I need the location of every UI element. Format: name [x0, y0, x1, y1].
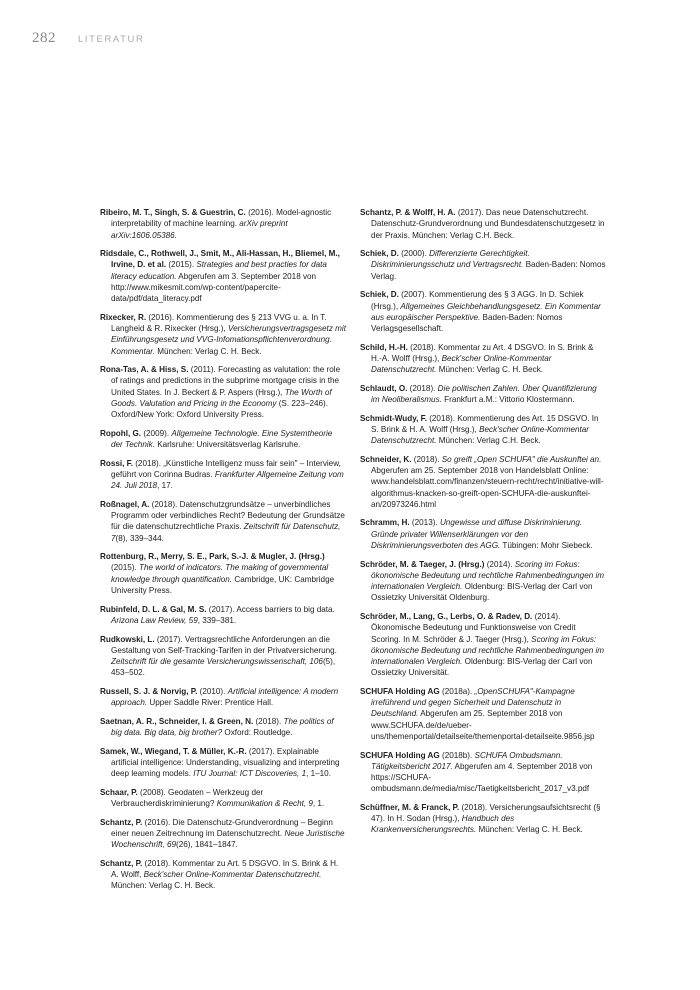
reference-title: Strategies and best practies for data literacy education. — [111, 260, 327, 281]
reference-title: Handbuch des Krankenversicherungsrechts. — [371, 814, 515, 835]
reference-text: (2018). — [407, 383, 438, 393]
reference-text: , 17. — [157, 481, 173, 491]
reference-text: (2018). Kommentar zu Art. 5 DSGVO. In S. Brink & H. A. Wolff, — [111, 858, 339, 880]
reference-title: Artificial intelligence: A modern approach. — [111, 686, 339, 708]
reference-entry — [100, 746, 346, 780]
reference-text: (5), 453–502. — [111, 657, 336, 678]
reference-entry — [100, 207, 346, 241]
reference-entry — [100, 787, 346, 810]
reference-entry — [360, 454, 606, 510]
references-column-right — [360, 207, 606, 843]
reference-author: Schantz, P. — [100, 817, 143, 827]
reference-entry — [360, 802, 606, 836]
reference-text: Oldenburg: BIS-Verlag der Carl von Ossietzky Universität Oldenburg. — [371, 582, 593, 603]
reference-entry — [100, 428, 346, 451]
reference-title: Zeitschrift für die gesamte Versicherungswissenschaft, 106 — [111, 657, 323, 667]
page-header — [32, 30, 144, 47]
reference-text: München: Verlag C. H. Beck. — [154, 346, 262, 356]
reference-text: (2018a). — [439, 686, 475, 696]
reference-title: Allgemeines Gleichbehandlungsgesetz. Ein Kommentar aus europäischer Perspektive. — [371, 301, 601, 322]
reference-author: Ribeiro, M. T., Singh, S. & Guestrin, C. — [100, 208, 246, 217]
reference-entry — [360, 342, 606, 376]
reference-author: Schlaudt, O. — [360, 383, 408, 393]
reference-text: Oldenburg: BIS-Verlag der Carl von Ossietzky Universität. — [371, 657, 593, 678]
reference-text: Oxford: Routledge. — [222, 728, 293, 738]
reference-text: Abgerufen am 25. September 2018 von www.SCHUFA.de/de/ueber-uns/themenportal/detailseite/themenportal-detailseite.9856.jsp — [371, 709, 595, 741]
reference-author: Rottenburg, R., Merry, S. E., Park, S.-J. & Mugler, J. (Hrsg.) — [100, 552, 325, 562]
reference-text: (2018). Kommentar zu Art. 4 DSGVO. In S. Brink & H.-A. Wolff (Hrsg.), — [371, 342, 594, 363]
reference-text: (2018). Versicherungsaufsichtsrecht (§ 47). In H. Sodan (Hrsg.), — [371, 802, 601, 824]
reference-author: Schramm, H. — [360, 518, 410, 528]
reference-text: (2018). — [411, 454, 442, 464]
reference-author: Schaar, P. — [100, 787, 138, 797]
reference-title: Beck'scher Online-Kommentar Datenschutzrecht. — [371, 353, 552, 375]
reference-entry — [100, 458, 346, 492]
reference-title: Differenzierte Gerechtigkeit. Diskriminierungsschutz und Vertragsrecht. — [371, 249, 530, 270]
reference-text: (2018). Kommentierung des Art. 15 DSGVO. In S. Brink & H. A. Wolff (Hrsg.), — [371, 413, 599, 434]
reference-text: (2011). Forecasting as valutation: the role of ratings and predictions in the subprime mortgage crisis in the United States. In J. Beckert & P. Aspers (Hrsg.), — [111, 365, 341, 397]
reference-title: The politics of big data. Big data, big brother? — [111, 716, 334, 738]
reference-author: Rona-Tas, A. & Hiss, S. — [100, 365, 189, 375]
reference-text: Baden-Baden: Nomos Verlagsgesellschaft. — [371, 312, 563, 334]
reference-author: Rossi, F. — [100, 458, 133, 468]
reference-title: Kommunikation & Recht, 9 — [216, 799, 313, 809]
reference-author: Saetnan, A. R., Schneider, I. & Green, N. — [100, 716, 254, 726]
reference-text: München: Verlag C. H. Beck. — [476, 825, 583, 835]
reference-title: Zeitschrift für Datenschutz, 7 — [111, 522, 341, 543]
reference-text: (2007). Kommentierung des § 3 AGG. In D. Schiek (Hrsg.), — [371, 290, 584, 311]
reference-text: München: Verlag C.H. Beck. — [436, 436, 541, 446]
reference-text: (2017). Access barriers to big data. — [206, 604, 335, 614]
reference-text: Frankfurt a.M.: Vittorio Klostermann. — [441, 395, 575, 405]
reference-text: (2009). — [141, 428, 172, 438]
reference-entry — [360, 686, 606, 742]
reference-title: Frankfurter Allgemeine Zeitung vom 24. Juli 2018 — [111, 469, 344, 491]
reference-author: Rudkowski, L. — [100, 634, 155, 644]
reference-title: Scoring im Fokus: ökonomische Bedeutung und rechtliche Rahmenbedingungen im internationalen Vergleich. — [371, 559, 605, 592]
reference-title: Ungewisse und diffuse Diskriminierung. Gründe privater Willenserklärungen vor den Diskriminierungsverboten des AGG. — [371, 518, 583, 550]
reference-title: „OpenSCHUFA"-Kampagne irreführend und gegen Sicherheit und Datenschutz in Deutschland. — [371, 686, 575, 719]
reference-text: Cambridge, UK: Cambridge University Press. — [111, 574, 335, 595]
reference-entry — [100, 312, 346, 357]
reference-text: (2000). — [398, 249, 430, 259]
reference-entry — [360, 517, 606, 551]
reference-title: ITU Journal: ICT Discoveries, 1 — [193, 769, 307, 779]
reference-title: Scoring im Fokus: ökonomische Bedeutung und rechtliche Rahmenbedingungen im internationalen Vergleich. — [371, 634, 605, 667]
reference-entry — [360, 611, 606, 679]
reference-entry — [360, 289, 606, 334]
reference-text: Abgerufen am 4. September 2018 von https://SCHUFA-ombudsmann.de/media/misc/Taetigkeitsbericht_2017_v3.pdf — [371, 761, 593, 794]
reference-text: Baden-Baden: Nomos Verlag. — [371, 260, 606, 281]
reference-author: Schneider, K. — [360, 454, 412, 464]
running-head: LITERATUR — [78, 34, 145, 45]
references-column-left — [100, 207, 346, 899]
reference-text: (2014). — [484, 559, 515, 569]
reference-author: Schantz, P. & Wolff, H. A. — [360, 208, 456, 217]
reference-entry — [100, 248, 346, 304]
reference-entry — [100, 364, 346, 420]
reference-text: (S. 223–246). Oxford/New York: Oxford University Press. — [111, 398, 328, 420]
reference-author: Schild, H.-H. — [360, 342, 408, 352]
reference-text: (2016). Kommentierung des § 213 VVG u. a. In T. Langheid & R. Rixecker (Hrsg.), — [111, 312, 327, 334]
reference-entry — [360, 559, 606, 604]
reference-author: Ridsdale, C., Rothwell, J., Smit, M., Ali-Hassan, H., Bliemel, M., Irvine, D. et al. — [100, 249, 340, 270]
reference-text: Upper Saddle River: Prentice Hall. — [147, 698, 274, 708]
reference-title: Beck'scher Online-Kommentar Datenschutzrecht. — [371, 424, 589, 446]
reference-entry — [360, 248, 606, 282]
reference-text: (2018b). — [439, 750, 475, 760]
reference-text: (2018). Datenschutzgrundsätze – unverbindliches Programm oder verbindliches Recht? Bedeutung der Grundsätze für die datenschutzrechtliche Praxis. — [111, 499, 345, 532]
reference-author: Schmidt-Wudy, F. — [360, 413, 427, 423]
reference-author: Roßnagel, A. — [100, 499, 150, 509]
reference-text: (26), 1841–1847. — [176, 840, 238, 850]
reference-author: Samek, W., Wiegand, T. & Müller, K.-R. — [100, 746, 247, 756]
reference-text: (2018). „Künstliche Intelligenz muss fair sein" – Interview, geführt von Corinna Budras. — [111, 458, 341, 479]
reference-title: Die politischen Zahlen. Über Quantifizierung im Neoliberalismus. — [371, 383, 597, 405]
reference-title: Neue Juristische Wochenschrift, 69 — [111, 828, 345, 850]
reference-text: (2015). — [111, 563, 140, 573]
reference-text: , 1–10. — [306, 769, 331, 779]
reference-text: , 339–381. — [197, 615, 237, 625]
reference-entry — [100, 604, 346, 627]
reference-text: (2013). — [409, 518, 440, 528]
reference-text: (2016). Model-agnostic interpretability of machine learning. — [111, 208, 332, 229]
reference-title: So greift „Open SCHUFA" die Auskunftei an. — [441, 454, 602, 464]
page-number: 282 — [32, 30, 56, 46]
reference-text: Karlsruhe: Universitätsverlag Karlsruhe. — [154, 440, 301, 450]
reference-title: Arizona Law Review, 59 — [111, 615, 198, 625]
reference-author: Schüffner, M. & Franck, P. — [360, 802, 460, 812]
reference-title: arXiv preprint arXiv:1606.05386. — [111, 219, 288, 240]
reference-text: Abgerufen am 3. September 2018 von http://www.mikesmit.com/wp-content/papercite-data/pdf/data_literacy.pdf — [111, 271, 317, 304]
reference-text: (8), 339–344. — [115, 533, 164, 543]
reference-text: Tübingen: Mohr Siebeck. — [500, 540, 593, 550]
reference-author: Ropohl, G. — [100, 428, 142, 438]
reference-author: Schiek, D. — [360, 249, 399, 259]
reference-text: (2017). Vertragsrechtliche Anforderungen an die Gestaltung von Self-Tracking-Tarifen in der Privatversicherung. — [111, 634, 337, 655]
reference-title: Beck'scher Online-Kommentar Datenschutzrecht. — [143, 870, 322, 880]
reference-text: (2008). Geodaten – Werkzeug der Verbraucherdiskriminierung? — [111, 787, 264, 809]
reference-entry — [360, 750, 606, 795]
reference-entry — [100, 686, 346, 709]
reference-author: Rixecker, R. — [100, 312, 147, 322]
reference-entry — [360, 207, 606, 241]
reference-text: (2010). — [197, 686, 228, 696]
reference-text: (2014). Ökonomische Bedeutung und Funktionsweise von Credit Scoring. In M. Schröder & J. Taeger (Hrsg.), — [371, 612, 576, 644]
reference-author: Schantz, P. — [100, 858, 143, 868]
reference-text: (2017). Das neue Datenschutzrecht. Datenschutz-Grundverordnung und Bundesdatenschutzgesetz in der Praxis. München: Verlag C.H. Beck. — [371, 208, 605, 240]
reference-author: Russell, S. J. & Norvig, P. — [100, 686, 198, 696]
reference-author: SCHUFA Holding AG — [360, 750, 440, 760]
reference-text: (2015). — [166, 260, 197, 270]
reference-title: Versicherungsvertragsgesetz mit Einführungsgesetz und VVG-Infomationspflichtenverordnung. Kommentar. — [111, 324, 346, 356]
reference-author: Schröder, M. & Taeger, J. (Hrsg.) — [360, 559, 485, 569]
reference-text: München: Verlag C. H. Beck. — [436, 365, 544, 375]
reference-text: (2017). Explainable artificial intelligence: Understanding, visualizing and interpreting deep learning models. — [111, 746, 340, 779]
reference-text: München: Verlag C. H. Beck. — [111, 881, 216, 891]
reference-author: Schiek, D. — [360, 290, 399, 300]
reference-text: , 1. — [312, 799, 325, 809]
reference-author: Rubinfeld, D. L. & Gal, M. S. — [100, 604, 207, 614]
reference-entry — [100, 716, 346, 739]
reference-author: SCHUFA Holding AG — [360, 686, 440, 696]
reference-entry — [100, 858, 346, 892]
reference-title: SCHUFA Ombudsmann. Tätigkeitsbericht 2017. — [371, 750, 563, 771]
reference-text: (2016). Die Datenschutz-Grundverordnung – Beginn einer neuen Zeitrechnung im Datenschutzrecht. — [111, 817, 333, 838]
reference-entry — [360, 383, 606, 406]
reference-title: Allgemeine Technologie. Eine Systemtheorie der Technik. — [111, 428, 333, 450]
reference-entry — [360, 413, 606, 447]
reference-entry — [100, 634, 346, 679]
reference-title: The world of indicators. The making of governmental knowledge through quantification. — [111, 563, 329, 584]
reference-entry — [100, 499, 346, 544]
reference-text: (2018). — [253, 716, 284, 726]
reference-entry — [100, 817, 346, 851]
reference-text: Abgerufen am 25. September 2018 von Handelsblatt Online: www.handelsblatt.com/finanzen/steuern-recht/recht/initiative-will-algorithmus-knacken-so-greift-open-SCHUFA-die-auskunftei-an/20973246.html — [371, 466, 604, 509]
reference-author: Schröder, M., Lang, G., Lerbs, O. & Radev, D. — [360, 612, 533, 622]
reference-entry — [100, 551, 346, 596]
reference-title: The Worth of Goods. Valutation and Pricing in the Economy — [111, 387, 332, 408]
